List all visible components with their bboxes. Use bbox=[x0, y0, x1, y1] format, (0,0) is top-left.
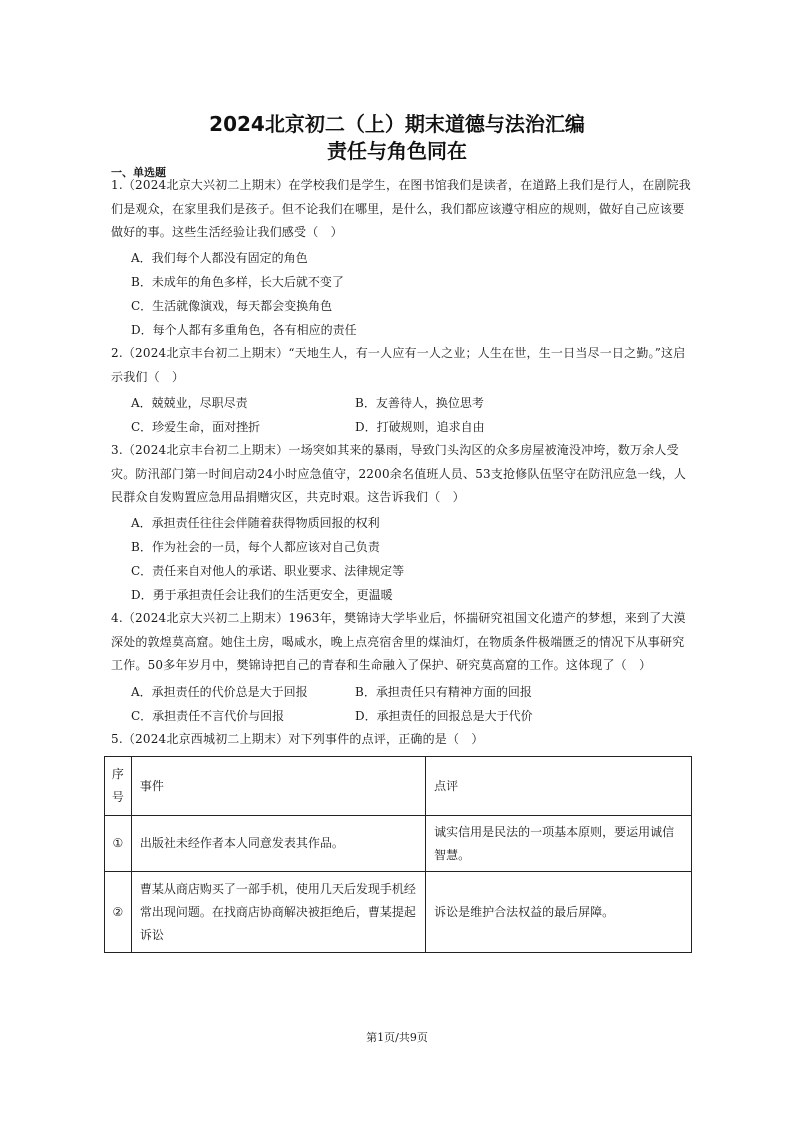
table-row bbox=[105, 816, 692, 872]
document-title: 2024北京初二（上）期末道德与法治汇编 bbox=[209, 112, 585, 136]
question-2-option-d: D．打破规则，追求自由 bbox=[355, 420, 485, 434]
question-4-option-a: A．承担责任的代价总是大于回报 bbox=[131, 685, 308, 699]
header-index: 序号 bbox=[105, 757, 132, 816]
row-1-index: ① bbox=[105, 816, 132, 872]
question-4-option-d: D．承担责任的回报总是大于代价 bbox=[355, 709, 533, 723]
row-2-index: ② bbox=[105, 872, 132, 953]
question-2-option-c: C．珍爱生命，面对挫折 bbox=[131, 420, 261, 434]
question-4-option-c: C．承担责任不言代价与回报 bbox=[131, 709, 285, 723]
question-3-option-a: A．承担责任往往会伴随着获得物质回报的权利 bbox=[131, 516, 380, 530]
page-footer: 第1页/共9页 bbox=[366, 1031, 428, 1044]
header-comment: 点评 bbox=[426, 757, 692, 816]
question-1-option-c: C．生活就像演戏，每天都会变换角色 bbox=[131, 299, 333, 313]
question-1-option-d: D．每个人都有多重角色，各有相应的责任 bbox=[131, 323, 357, 337]
question-2-option-a: A．兢兢业，尽职尽责 bbox=[131, 396, 248, 410]
events-table bbox=[104, 756, 692, 953]
question-5-stem: 5.（2024北京西城初二上期末）对下列事件的点评，正确的是（ ） bbox=[111, 732, 484, 746]
question-2-stem: 2.（2024北京丰台初二上期末）“天地生人，有一人应有一人之业；人生在世，生一日当尽一日之勤。”这启示我们（ ） bbox=[111, 346, 686, 384]
question-3-option-c: C．责任来自对他人的承诺、职业要求、法律规定等 bbox=[131, 564, 405, 578]
table-header-row bbox=[105, 757, 692, 816]
row-1-event: 出版社未经作者本人同意发表其作品。 bbox=[131, 816, 425, 872]
section-heading: 一、单选题 bbox=[111, 166, 166, 179]
row-2-comment: 诉讼是维护合法权益的最后屏障。 bbox=[426, 872, 692, 953]
question-4-option-b: B．承担责任只有精神方面的回报 bbox=[355, 685, 532, 699]
question-1-option-b: B．未成年的角色多样，长大后就不变了 bbox=[131, 275, 344, 289]
row-2-event: 曹某从商店购买了一部手机，使用几天后发现手机经常出现问题。在找商店协商解决被拒绝后，曹某提起诉讼 bbox=[131, 872, 425, 953]
question-3-stem: 3.（2024北京丰台初二上期末）一场突如其来的暴雨，导致门头沟区的众多房屋被淹没冲垮，数万余人受灾。防汛部门第一时间启动24小时应急值守，2200余名值班人员、53支抢修队伍坚守在防汛应急一线，人民群众自发购置应急用品捐赠灾区，共克时艰。这告诉我们（ ） bbox=[111, 443, 687, 504]
document-subtitle: 责任与角色同在 bbox=[327, 139, 467, 163]
table-row bbox=[105, 872, 692, 953]
header-event: 事件 bbox=[131, 757, 425, 816]
question-3-option-d: D．勇于承担责任会让我们的生活更安全，更温暖 bbox=[131, 588, 393, 602]
question-4-stem: 4.（2024北京大兴初二上期末）1963年，樊锦诗大学毕业后，怀揣研究祖国文化遗产的梦想，来到了大漠深处的敦煌莫高窟。她住土房，喝咸水，晚上点亮宿舍里的煤油灯，在物质条件极端匮乏的情况下从事研究工作。50多年岁月中，樊锦诗把自己的青春和生命融入了保护、研究莫高窟的工作。这体现了（ ） bbox=[111, 611, 686, 672]
question-1-option-a: A．我们每个人都没有固定的角色 bbox=[131, 251, 308, 265]
question-1-stem: 1.（2024北京大兴初二上期末）在学校我们是学生，在图书馆我们是读者，在道路上我们是行人，在剧院我们是观众，在家里我们是孩子。但不论我们在哪里，是什么，我们都应该遵守相应的规则，做好自己应该要做好的事。这些生活经验让我们感受（ ） bbox=[111, 178, 691, 239]
question-2-option-b: B．友善待人，换位思考 bbox=[355, 396, 484, 410]
question-3-option-b: B．作为社会的一员，每个人都应该对自己负责 bbox=[131, 540, 380, 554]
row-1-comment: 诚实信用是民法的一项基本原则，要运用诚信智慧。 bbox=[426, 816, 692, 872]
